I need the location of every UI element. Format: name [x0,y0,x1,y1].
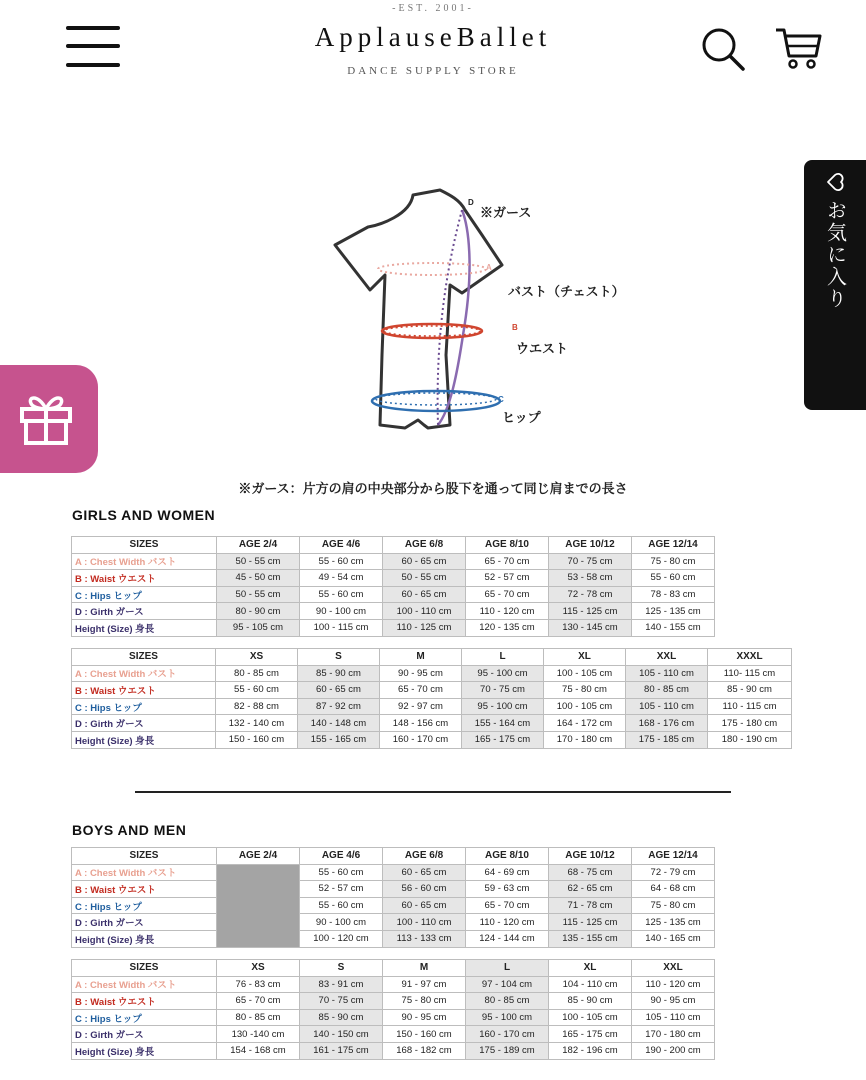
table-cell: 110 - 120 cm [632,976,715,993]
row-label: A : Chest Width バスト [72,976,217,993]
table-cell: 140 - 150 cm [300,1026,383,1043]
table-cell: 160 - 170 cm [466,1026,549,1043]
table-header-row [72,537,715,554]
table-cell: 170 - 180 cm [544,731,626,748]
column-header: AGE 6/8 [383,537,466,554]
column-header: AGE 4/6 [300,537,383,554]
table-cell: 52 - 57 cm [300,881,383,898]
row-label: B : Waist ウエスト [72,570,217,587]
table-cell: 168 - 182 cm [383,1042,466,1059]
gift-icon [16,389,76,449]
table-cell: 135 - 155 cm [549,930,632,947]
table-cell: 85 - 90 cm [708,682,792,699]
table-header-row [72,649,792,666]
column-header: AGE 2/4 [217,848,300,865]
table-cell: 85 - 90 cm [298,665,380,682]
measurement-figure [250,185,670,465]
table-cell: 104 - 110 cm [549,976,632,993]
table-cell: 165 - 175 cm [462,731,544,748]
table-row [72,715,792,732]
table-cell: 170 - 180 cm [632,1026,715,1043]
section-divider [135,791,731,793]
table-cell: 90 - 100 cm [300,914,383,931]
row-label: D : Girth ガース [72,1026,217,1043]
column-header: AGE 2/4 [217,537,300,554]
table-row [72,897,715,914]
search-icon[interactable] [700,26,746,72]
table-cell: 72 - 79 cm [632,864,715,881]
table-row [72,619,715,636]
table-row [72,976,715,993]
row-label: D : Girth ガース [72,603,217,620]
table-cell: 130 - 145 cm [549,619,632,636]
column-header: M [380,649,462,666]
table-cell: 45 - 50 cm [217,570,300,587]
table-cell: 182 - 196 cm [549,1042,632,1059]
table-cell: 80 - 85 cm [466,993,549,1010]
table-cell: 91 - 97 cm [383,976,466,993]
row-label: B : Waist ウエスト [72,881,217,898]
table-cell: 75 - 80 cm [544,682,626,699]
row-label: Height (Size) 身長 [72,619,217,636]
table-cell: 160 - 170 cm [380,731,462,748]
table-cell: 95 - 100 cm [462,698,544,715]
table-row [72,570,715,587]
table-cell: 53 - 58 cm [549,570,632,587]
table-cell: 55 - 60 cm [632,570,715,587]
boys-section-title: BOYS AND MEN [72,822,187,838]
table-cell: 50 - 55 cm [383,570,466,587]
table-cell: 110 - 125 cm [383,619,466,636]
column-header: SIZES [72,649,216,666]
figure-label-hip: ヒップ [502,410,541,425]
table-cell: 65 - 70 cm [380,682,462,699]
table-row [72,603,715,620]
girls-age-size-table [71,536,715,637]
table-header-row [72,960,715,977]
table-cell: 110- 115 cm [708,665,792,682]
table-cell: 155 - 164 cm [462,715,544,732]
store-tagline: DANCE SUPPLY STORE [347,65,519,77]
table-cell: 90 - 100 cm [300,603,383,620]
table-cell: 140 - 148 cm [298,715,380,732]
table-cell: 60 - 65 cm [383,553,466,570]
table-cell: 70 - 75 cm [462,682,544,699]
column-header: S [300,960,383,977]
table-cell: 52 - 57 cm [466,570,549,587]
table-cell: 50 - 55 cm [217,553,300,570]
table-header-row [72,848,715,865]
row-label: C : Hips ヒップ [72,586,217,603]
table-cell: 95 - 100 cm [462,665,544,682]
table-cell: 120 - 135 cm [466,619,549,636]
table-cell: 175 - 185 cm [626,731,708,748]
table-row [72,731,792,748]
table-cell: 75 - 80 cm [632,897,715,914]
table-cell: 110 - 120 cm [466,603,549,620]
table-cell: 72 - 78 cm [549,586,632,603]
table-cell: 68 - 75 cm [549,864,632,881]
table-cell: 90 - 95 cm [380,665,462,682]
table-cell: 124 - 144 cm [466,930,549,947]
table-cell: 65 - 70 cm [466,897,549,914]
girth-note: ※ガース：片方の肩の中央部分から股下を通って同じ肩までの長さ [238,481,628,496]
table-cell: 105 - 110 cm [632,1009,715,1026]
gift-button[interactable] [0,365,98,473]
boys-age-size-table [71,847,715,948]
table-cell: 70 - 75 cm [549,553,632,570]
unavailable-cell [217,864,300,947]
column-header: XXL [632,960,715,977]
column-header: XXXL [708,649,792,666]
table-cell: 64 - 68 cm [632,881,715,898]
table-cell: 100 - 120 cm [300,930,383,947]
table-row [72,1026,715,1043]
table-cell: 132 - 140 cm [216,715,298,732]
table-cell: 125 - 135 cm [632,603,715,620]
column-header: XXL [626,649,708,666]
table-cell: 60 - 65 cm [298,682,380,699]
established-text: -EST. 2001- [392,3,474,14]
table-cell: 168 - 176 cm [626,715,708,732]
column-header: S [298,649,380,666]
table-cell: 140 - 165 cm [632,930,715,947]
table-cell: 80 - 90 cm [217,603,300,620]
column-header: AGE 12/14 [632,537,715,554]
table-cell: 49 - 54 cm [300,570,383,587]
row-label: C : Hips ヒップ [72,897,217,914]
table-cell: 82 - 88 cm [216,698,298,715]
column-header: AGE 4/6 [300,848,383,865]
table-cell: 95 - 105 cm [217,619,300,636]
table-cell: 190 - 200 cm [632,1042,715,1059]
column-header: AGE 8/10 [466,537,549,554]
row-label: Height (Size) 身長 [72,731,216,748]
column-header: SIZES [72,960,217,977]
figure-label-bust: バスト（チェスト） [508,284,625,299]
column-header: AGE 10/12 [549,848,632,865]
table-cell: 75 - 80 cm [632,553,715,570]
table-cell: 50 - 55 cm [217,586,300,603]
row-label: D : Girth ガース [72,715,216,732]
table-cell: 140 - 155 cm [632,619,715,636]
table-cell: 100 - 105 cm [549,1009,632,1026]
table-cell: 164 - 172 cm [544,715,626,732]
table-cell: 165 - 175 cm [549,1026,632,1043]
table-cell: 175 - 189 cm [466,1042,549,1059]
favorites-tab[interactable] [804,160,866,410]
table-cell: 148 - 156 cm [380,715,462,732]
column-header: AGE 12/14 [632,848,715,865]
table-row [72,881,715,898]
girls-section-title: GIRLS AND WOMEN [72,507,216,523]
table-row [72,1009,715,1026]
figure-letter-b: B [512,323,518,332]
row-label: Height (Size) 身長 [72,930,217,947]
table-cell: 55 - 60 cm [300,586,383,603]
boys-letter-size-table [71,959,715,1060]
table-row [72,914,715,931]
column-header: XS [216,649,298,666]
column-header: XS [217,960,300,977]
table-row [72,1042,715,1059]
table-cell: 92 - 97 cm [380,698,462,715]
table-cell: 100 - 110 cm [383,603,466,620]
table-cell: 115 - 125 cm [549,603,632,620]
row-label: C : Hips ヒップ [72,1009,217,1026]
table-cell: 100 - 110 cm [383,914,466,931]
table-cell: 55 - 60 cm [216,682,298,699]
table-cell: 85 - 90 cm [300,1009,383,1026]
table-cell: 60 - 65 cm [383,897,466,914]
row-label: B : Waist ウエスト [72,993,217,1010]
table-cell: 78 - 83 cm [632,586,715,603]
table-cell: 130 -140 cm [217,1026,300,1043]
table-cell: 55 - 60 cm [300,553,383,570]
table-cell: 100 - 115 cm [300,619,383,636]
table-cell: 60 - 65 cm [383,586,466,603]
table-cell: 55 - 60 cm [300,897,383,914]
table-row [72,665,792,682]
cart-icon[interactable] [774,26,822,70]
table-cell: 76 - 83 cm [217,976,300,993]
row-label: Height (Size) 身長 [72,1042,217,1059]
table-row [72,553,715,570]
table-cell: 180 - 190 cm [708,731,792,748]
column-header: AGE 8/10 [466,848,549,865]
table-cell: 59 - 63 cm [466,881,549,898]
table-cell: 62 - 65 cm [549,881,632,898]
figure-letter-c: C [498,395,504,404]
row-label: D : Girth ガース [72,914,217,931]
leotard-diagram [250,185,670,465]
table-cell: 60 - 65 cm [383,864,466,881]
table-cell: 75 - 80 cm [383,993,466,1010]
table-cell: 113 - 133 cm [383,930,466,947]
table-cell: 115 - 125 cm [549,914,632,931]
heart-icon [825,172,845,192]
table-cell: 90 - 95 cm [383,1009,466,1026]
table-cell: 110 - 115 cm [708,698,792,715]
table-cell: 125 - 135 cm [632,914,715,931]
column-header: XL [544,649,626,666]
table-cell: 71 - 78 cm [549,897,632,914]
table-cell: 70 - 75 cm [300,993,383,1010]
column-header: SIZES [72,848,217,865]
row-label: C : Hips ヒップ [72,698,216,715]
table-cell: 65 - 70 cm [217,993,300,1010]
table-cell: 105 - 110 cm [626,698,708,715]
column-header: AGE 6/8 [383,848,466,865]
table-row [72,930,715,947]
figure-label-girth: ※ガース [480,205,532,220]
favorites-label: お気に入り [823,200,846,310]
table-cell: 64 - 69 cm [466,864,549,881]
store-logo[interactable]: ApplauseBallet [314,22,552,52]
table-cell: 150 - 160 cm [383,1026,466,1043]
row-label: B : Waist ウエスト [72,682,216,699]
row-label: A : Chest Width バスト [72,553,217,570]
table-cell: 80 - 85 cm [626,682,708,699]
table-row [72,682,792,699]
table-cell: 65 - 70 cm [466,586,549,603]
table-cell: 155 - 165 cm [298,731,380,748]
table-cell: 56 - 60 cm [383,881,466,898]
table-row [72,586,715,603]
site-header [0,0,866,95]
column-header: XL [549,960,632,977]
table-cell: 55 - 60 cm [300,864,383,881]
table-cell: 100 - 105 cm [544,665,626,682]
table-cell: 105 - 110 cm [626,665,708,682]
column-header: L [462,649,544,666]
table-cell: 150 - 160 cm [216,731,298,748]
table-cell: 87 - 92 cm [298,698,380,715]
column-header: SIZES [72,537,217,554]
table-row [72,698,792,715]
table-cell: 161 - 175 cm [300,1042,383,1059]
column-header: L [466,960,549,977]
column-header: AGE 10/12 [549,537,632,554]
table-cell: 65 - 70 cm [466,553,549,570]
row-label: A : Chest Width バスト [72,665,216,682]
row-label: A : Chest Width バスト [72,864,217,881]
figure-letter-d: D [468,198,474,207]
table-cell: 80 - 85 cm [216,665,298,682]
figure-letter-a: A [486,263,492,272]
table-cell: 175 - 180 cm [708,715,792,732]
table-row [72,993,715,1010]
table-cell: 83 - 91 cm [300,976,383,993]
table-cell: 85 - 90 cm [549,993,632,1010]
table-cell: 80 - 85 cm [217,1009,300,1026]
table-cell: 95 - 100 cm [466,1009,549,1026]
figure-label-waist: ウエスト [516,341,569,356]
table-cell: 97 - 104 cm [466,976,549,993]
girls-letter-size-table [71,648,792,749]
table-row [72,864,715,881]
table-cell: 90 - 95 cm [632,993,715,1010]
table-cell: 100 - 105 cm [544,698,626,715]
table-cell: 154 - 168 cm [217,1042,300,1059]
column-header: M [383,960,466,977]
table-cell: 110 - 120 cm [466,914,549,931]
